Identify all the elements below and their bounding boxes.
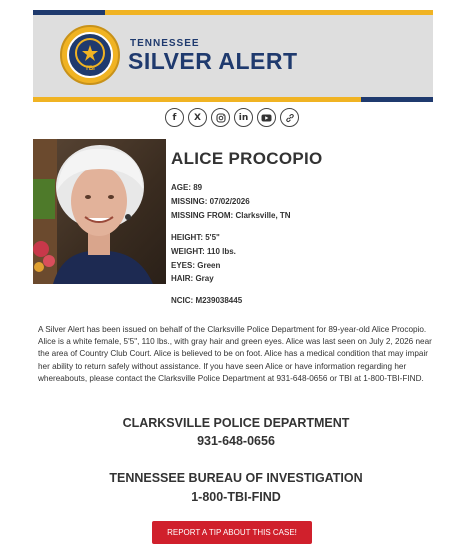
contact-phone-2[interactable]: 1-800-TBI-FIND: [191, 490, 281, 504]
contact-org-1: CLARKSVILLE POLICE DEPARTMENT: [122, 416, 350, 430]
banner-title: SILVER ALERT: [128, 48, 298, 74]
contact-org-2: TENNESSEE BUREAU OF INVESTIGATION: [109, 471, 363, 485]
height-label: HEIGHT: 5'5": [171, 233, 220, 242]
star-icon: [81, 44, 99, 62]
social-links: [165, 108, 299, 127]
linkedin-icon[interactable]: in: [234, 108, 253, 127]
x-icon[interactable]: X: [188, 108, 207, 127]
link-icon[interactable]: [280, 108, 299, 127]
missing-person-photo: [33, 139, 166, 284]
banner-bottom-stripe: [33, 97, 433, 102]
weight-label: WEIGHT: 110 lbs.: [171, 247, 236, 256]
person-name: ALICE PROCOPIO: [171, 149, 323, 168]
youtube-icon[interactable]: [257, 108, 276, 127]
tbi-seal-logo: [60, 25, 120, 85]
missing-date-label: MISSING: 07/02/2026: [171, 197, 250, 206]
eyes-label: EYES: Green: [171, 261, 221, 270]
ncic-label: NCIC: M239038445: [171, 296, 243, 305]
hair-label: HAIR: Gray: [171, 274, 214, 283]
facebook-icon[interactable]: f: [165, 108, 184, 127]
banner-subtitle: TENNESSEE: [130, 38, 200, 49]
report-tip-button[interactable]: REPORT A TIP ABOUT THIS CASE!: [152, 521, 312, 544]
alert-description: A Silver Alert has been issued on behalf of the Clarksville Police Department for 89-year-old Alice Procopio. Alice is a white female, 5'5", 110 lbs., with gray hair and green eyes. Alice was last seen on July 2, 2026 near the area of Country Club Court. Alice is believed to be on foot. Alice has a medical condition that may impair her ability to return safely without assistance. If you have seen Alice or have information regarding her whereabouts, please contact the Clarksville Police Department at 931-648-0656 or TBI at 1-800-TBI-FIND.: [38, 325, 432, 383]
contact-phone-1[interactable]: 931-648-0656: [197, 434, 275, 448]
age-label: AGE: 89: [171, 183, 203, 192]
missing-from-label: MISSING FROM: Clarksville, TN: [171, 211, 291, 220]
instagram-icon[interactable]: [211, 108, 230, 127]
seal-label: TBI: [85, 66, 95, 72]
